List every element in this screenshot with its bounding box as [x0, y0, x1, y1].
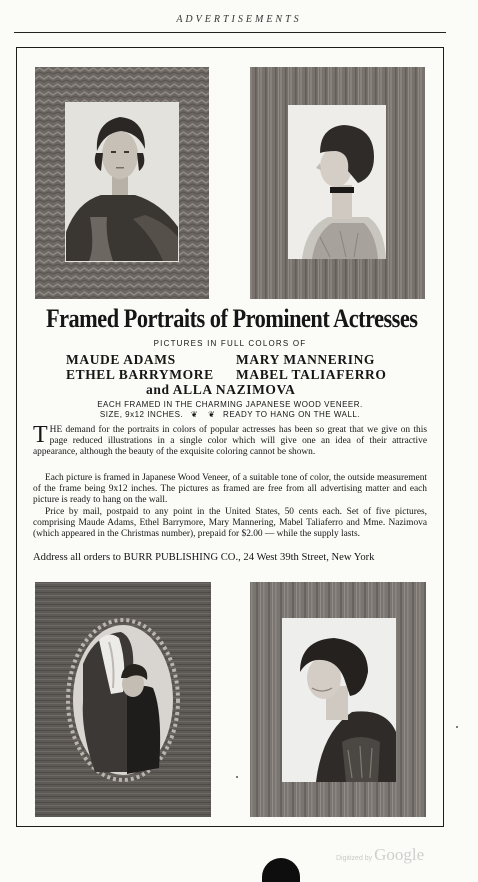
- leaf-ornament-icon: ❦: [208, 409, 216, 419]
- portrait-frame-bottom-left: [35, 582, 211, 817]
- running-head: ADVERTISEMENTS: [176, 14, 302, 25]
- frame-note: [16, 400, 444, 419]
- google-wordmark: Google: [374, 845, 425, 864]
- drop-cap: T: [33, 422, 48, 448]
- frame-note-size: SIZE, 9x12 INCHES.: [99, 409, 184, 419]
- print-speck: [236, 776, 238, 778]
- ad-title: Framed Portraits of Prominent Actresses: [45, 304, 418, 333]
- frame-note-line: EACH FRAMED IN THE CHARMING JAPANESE WOOD VENEER.: [97, 400, 363, 409]
- paragraph-price: Price by mail, postpaid to any point in the United States, 50 cents each. Set of five pictures, comprising Maude Adams, Ethel Barrymore, Mary Mannering, Mabel Taliaferro and Mme. Nazimova (which appeared in the Christmas number), prepaid for $2.00 — while the supply lasts.: [33, 507, 427, 539]
- portrait-frame-top-right: [250, 67, 425, 299]
- portrait-frame-bottom-right: [250, 582, 426, 817]
- actress-name: and ALLA NAZIMOVA: [146, 382, 296, 397]
- digitized-label: Digitized by: [336, 855, 373, 862]
- page-tab-mark: [262, 858, 300, 882]
- paragraph-demand: [33, 422, 427, 458]
- paragraph-framing: Each picture is framed in Japanese Wood Veneer, of a suitable tone of color, the outside measurement of the frame being 9x12 inches. The pictures as framed are free from all advertising matter and each picture is ready to hang on the wall.: [33, 473, 427, 505]
- leaf-ornament-icon: ❦: [190, 409, 199, 419]
- header-rule: [14, 32, 446, 33]
- portrait-frame-top-left: [35, 67, 209, 299]
- digitized-watermark: [336, 845, 424, 865]
- order-address: Address all orders to BURR PUBLISHING CO., 24 West 39th Street, New York: [33, 552, 375, 563]
- actress-name: MAUDE ADAMS: [66, 352, 176, 367]
- actress-name: ETHEL BARRYMORE: [66, 367, 214, 382]
- frame-note-ready: READY TO HANG ON THE WALL.: [223, 409, 361, 419]
- actress-name: MARY MANNERING: [236, 352, 376, 367]
- actress-names: [66, 352, 396, 397]
- actress-name: MABEL TALIAFERRO: [236, 367, 387, 382]
- paragraph-text: HE demand for the portraits in colors of popular actresses has been so great that we give on this page reduced illustrations in a single color which will give one an idea of their attractive appearance, although the beauty of the exquisite coloring cannot be shown.: [33, 425, 427, 457]
- ad-subhead: PICTURES IN FULL COLORS OF: [153, 339, 307, 348]
- print-speck: [456, 726, 458, 728]
